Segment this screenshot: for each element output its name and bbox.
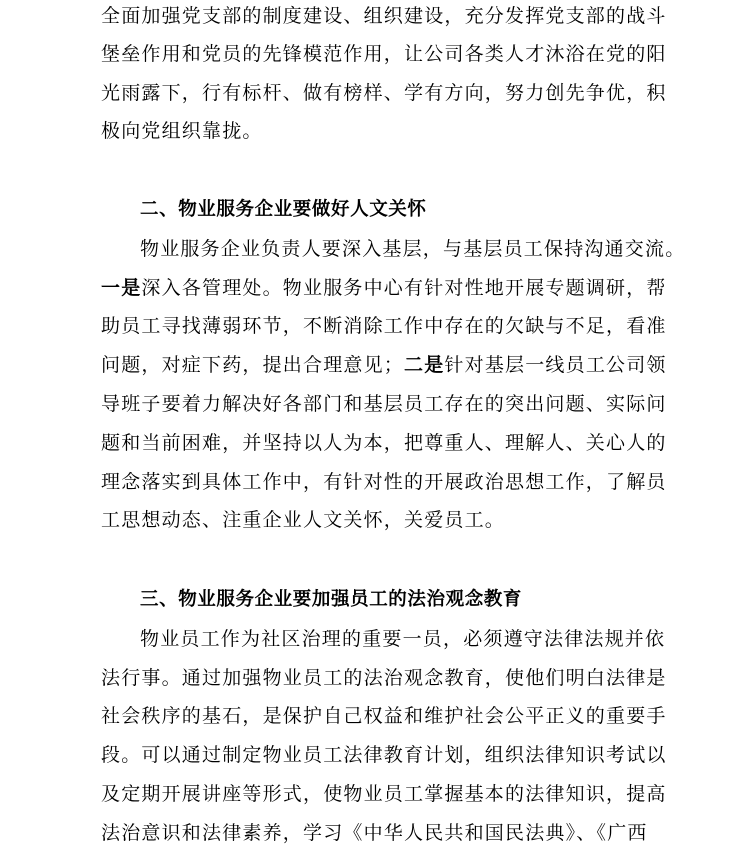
paragraph-line: 堡垒作用和党员的先锋模范作用，让公司各类人才沐浴在党的阳 — [101, 43, 667, 65]
paragraph-line: 法行事。通过加强物业员工的法治观念教育，使他们明白法律是 — [101, 667, 667, 689]
paragraph-line: 极向党组织靠拢。 — [101, 120, 263, 142]
bold-marker: 一是 — [101, 277, 142, 299]
paragraph-line — [101, 353, 667, 377]
paragraph-line: 助员工寻找薄弱环节，不断消除工作中存在的欠缺与不足，看准 — [101, 315, 667, 337]
paragraph-line: 物业员工作为社区治理的重要一员，必须遵守法律法规并依 — [140, 628, 666, 650]
section-heading-2: 二、物业服务企业要做好人文关怀 — [140, 199, 427, 220]
paragraph-line: 物业服务企业负责人要深入基层，与基层员工保持沟通交流。 — [140, 238, 686, 260]
paragraph-line: 题和当前困难，并坚持以人为本，把尊重人、理解人、关心人的 — [101, 432, 667, 454]
bold-marker: 二是 — [404, 354, 445, 376]
paragraph-line: 段。可以通过制定物业员工法律教育计划，组织法律知识考试以 — [101, 744, 667, 766]
paragraph-text: 问题，对症下药，提出合理意见； — [101, 354, 405, 376]
paragraph-line: 法治意识和法律素养，学习《中华人民共和国民法典》、《广西 — [101, 822, 648, 844]
paragraph-line: 全面加强党支部的制度建设、组织建设，充分发挥党支部的战斗 — [101, 5, 667, 27]
paragraph-line: 社会秩序的基石，是保护自己权益和维护社会公平正义的重要手 — [101, 705, 667, 727]
paragraph-line: 工思想动态、注重企业人文关怀，关爱员工。 — [101, 509, 506, 531]
section-heading-3: 三、物业服务企业要加强员工的法治观念教育 — [140, 589, 523, 610]
paragraph-line: 及定期开展讲座等形式，使物业员工掌握基本的法律知识，提高 — [101, 783, 667, 805]
paragraph-text: 针对基层一线员工公司领 — [444, 354, 667, 376]
paragraph-line: 光雨露下，行有标杆、做有榜样、学有方向，努力创先争优，积 — [101, 82, 667, 104]
paragraph-line: 理念落实到具体工作中，有针对性的开展政治思想工作，了解员 — [101, 471, 667, 493]
paragraph-line: 导班子要着力解决好各部门和基层员工存在的突出问题、实际问 — [101, 393, 667, 415]
paragraph-text: 深入各管理处。物业服务中心有针对性地开展专题调研，帮 — [141, 277, 667, 299]
paragraph-line — [101, 276, 667, 300]
